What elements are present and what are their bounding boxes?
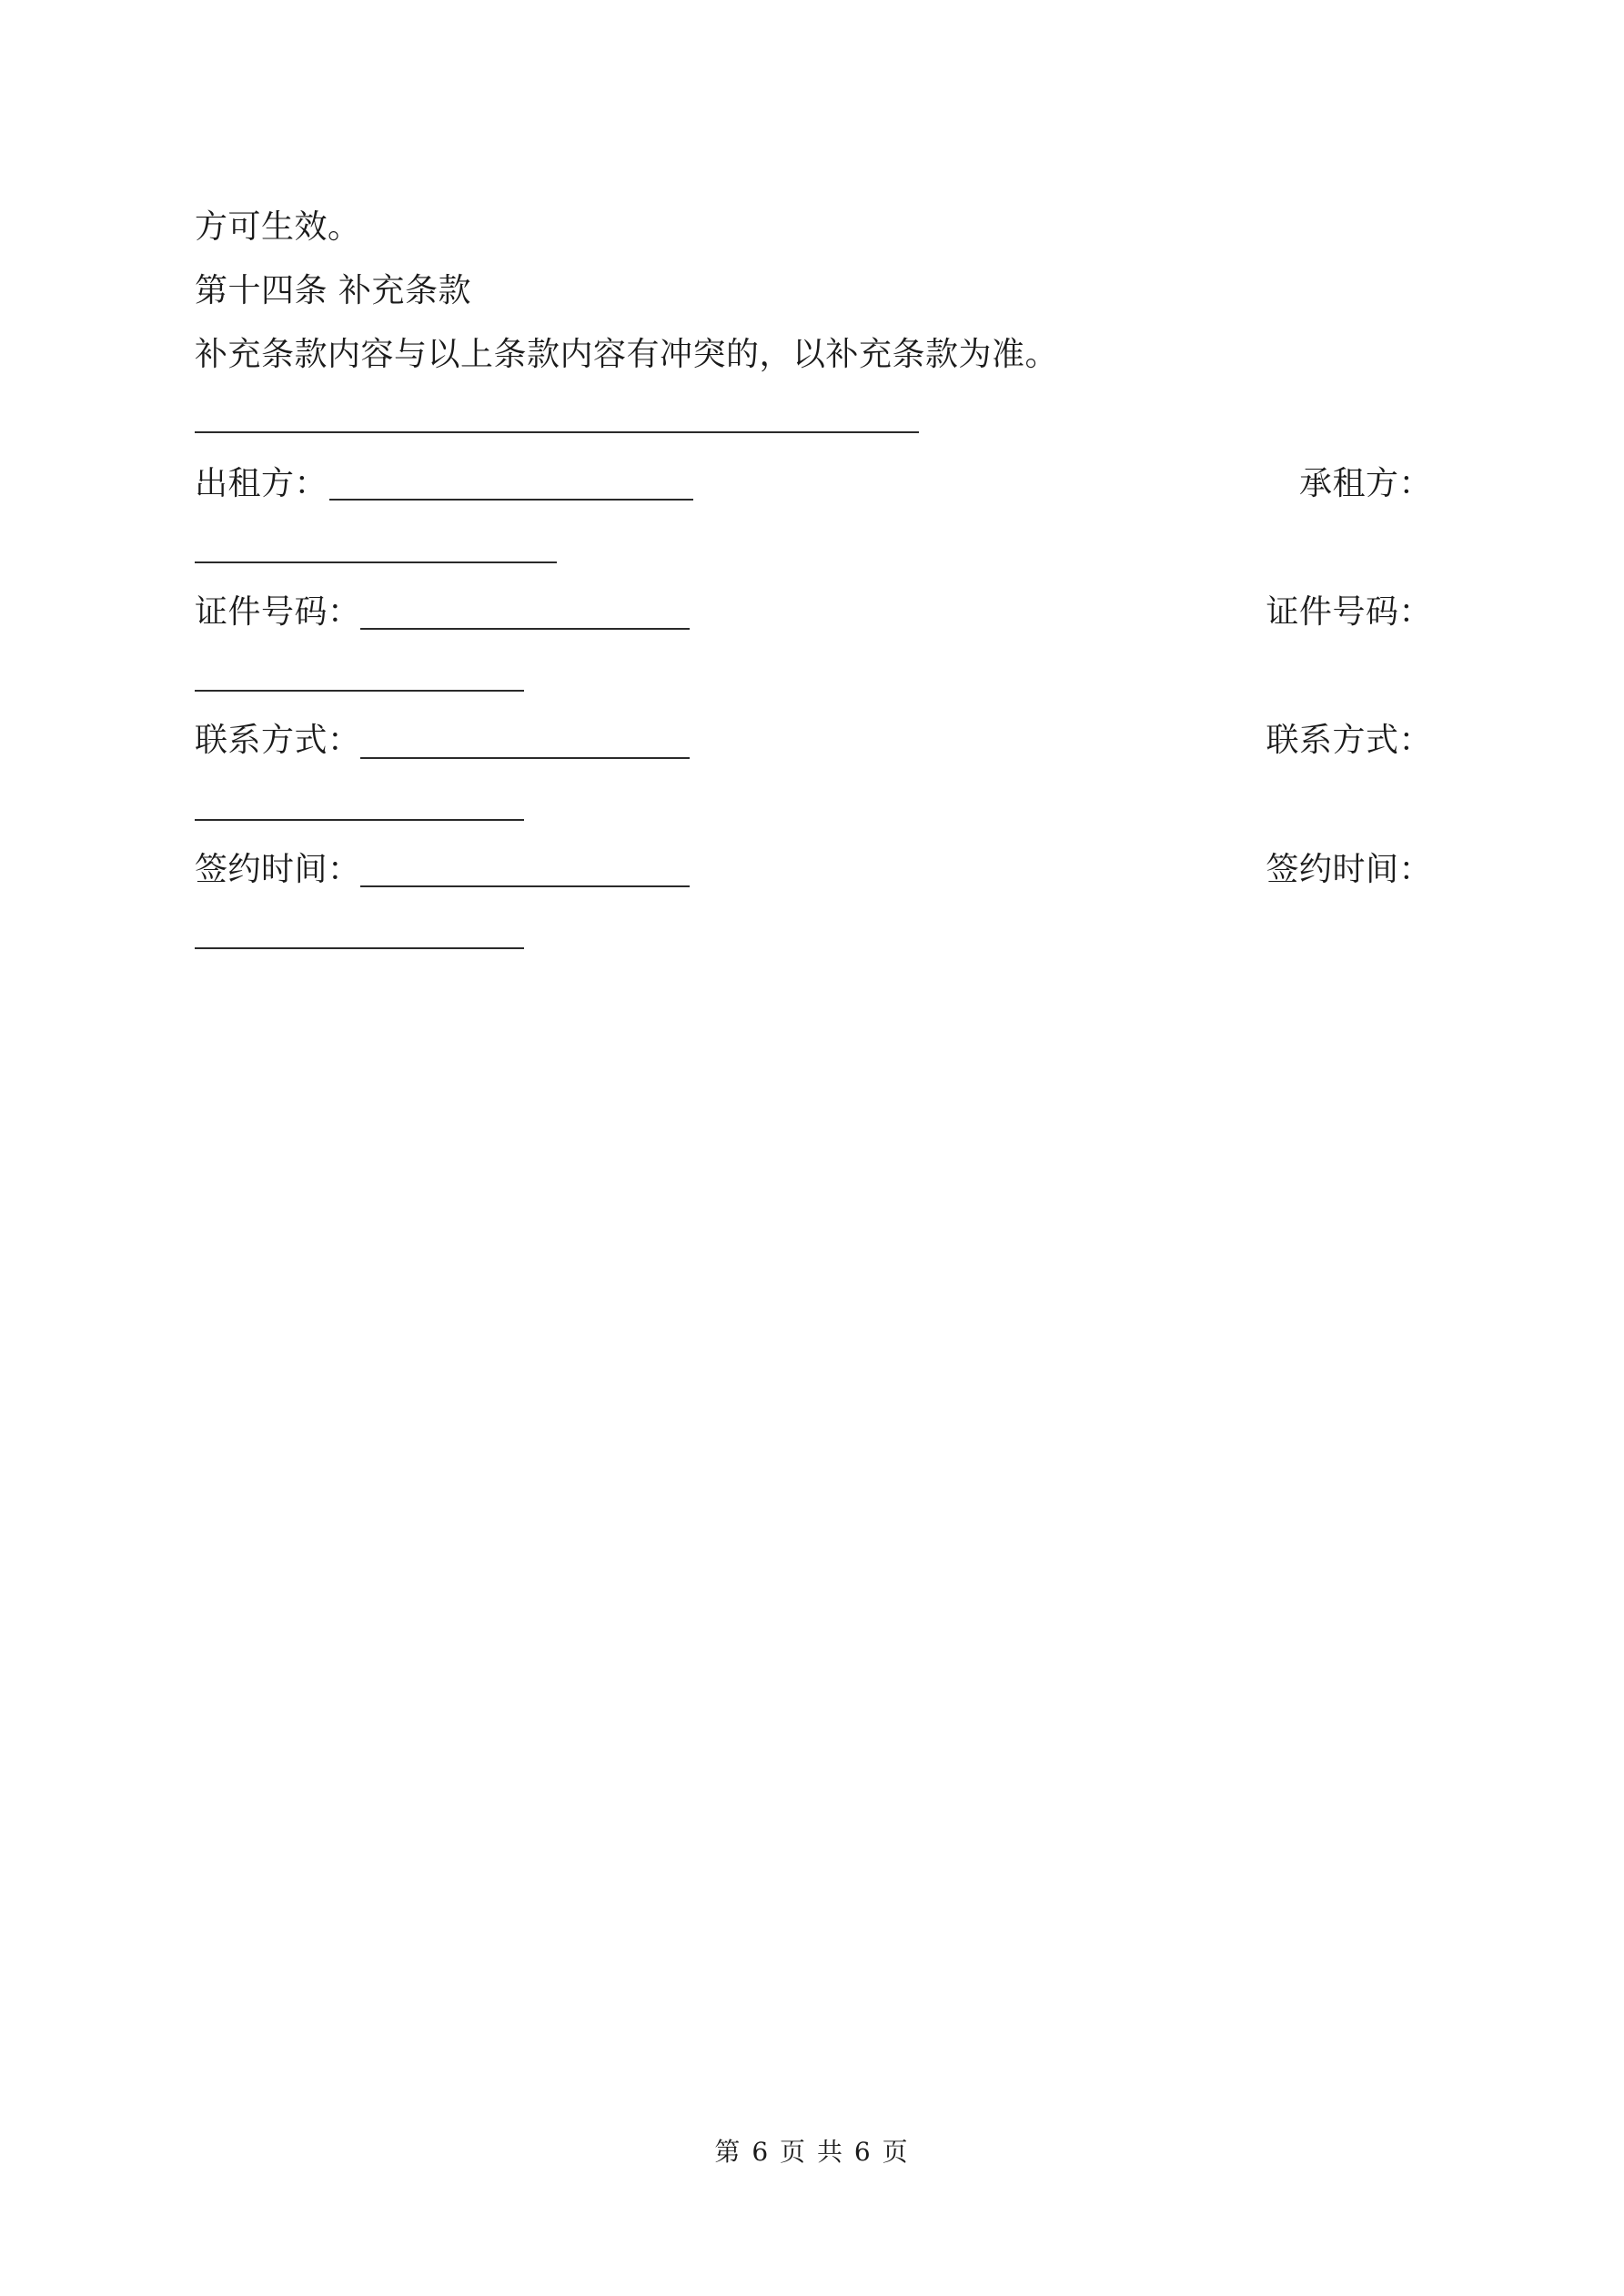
lessor-contact-label: 联系方式： — [195, 722, 361, 759]
footer-middle: 页 共 — [780, 2137, 844, 2167]
lessee-contact-blank-line — [195, 819, 524, 821]
lessor-label: 出租方： — [195, 465, 328, 502]
lessor-date-label: 签约时间： — [195, 851, 361, 888]
footer-total-pages: 6 — [853, 2137, 873, 2167]
signature-row-date — [195, 850, 1432, 890]
footer-current-page: 6 — [751, 2137, 771, 2167]
lessee-date-label: 签约时间： — [1266, 851, 1432, 888]
lessee-id-label: 证件号码： — [1266, 593, 1432, 631]
lessee-date-blank-line — [195, 947, 524, 949]
footer-prefix: 第 — [714, 2137, 742, 2167]
lessor-id-label: 证件号码： — [195, 593, 361, 631]
page-footer — [0, 2137, 1624, 2168]
signature-row-contact — [195, 721, 1432, 761]
lessor-id-blank-line — [360, 628, 690, 630]
lessor-date-blank-line — [360, 885, 690, 887]
lessor-contact-blank-line — [360, 757, 690, 759]
footer-suffix: 页 — [882, 2137, 910, 2167]
article-14-text: 补充条款内容与以上条款内容有冲突的，以补充条款为准。 — [195, 336, 1059, 373]
lessee-id-blank-line — [195, 690, 524, 692]
article-14-heading: 第十四条 补充条款 — [195, 272, 471, 309]
body-line-continuation: 方可生效。 — [195, 208, 361, 246]
lessee-label: 承租方： — [1298, 465, 1432, 502]
supplementary-blank-line — [195, 431, 919, 433]
lessee-contact-label: 联系方式： — [1266, 722, 1432, 759]
lessee-blank-line — [195, 561, 557, 563]
lessor-blank-line — [329, 499, 693, 501]
signature-row-id — [195, 592, 1432, 632]
